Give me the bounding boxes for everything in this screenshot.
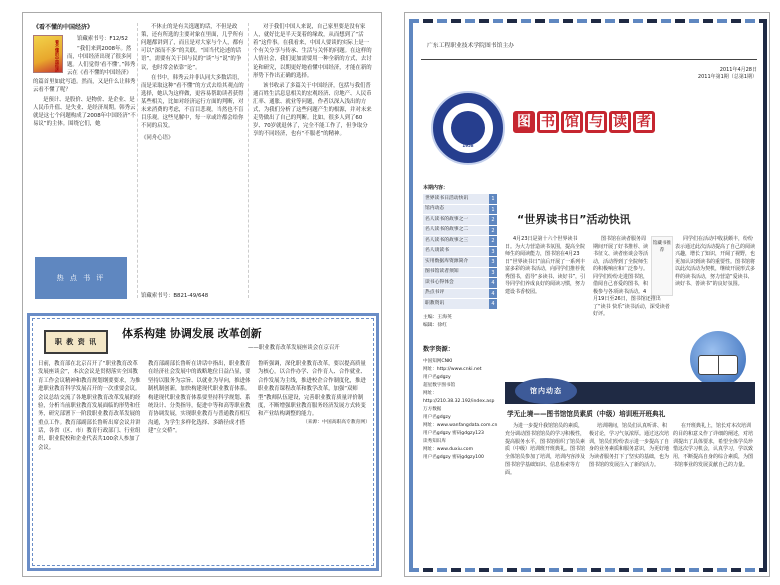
toc-item-label: 热点书评 xyxy=(425,290,445,296)
lead-paragraph: 同学们在活动中收获颇丰，纷纷表示通过此次活动提高了自己的阅读兴趣，增长了知识，开阔了视野，也更加认识到读书的重要性。图书馆将以此次活动为契机，继续开展形式多样的读书活动，努力营造“爱读书、读好书、善读书”的良好氛围。 xyxy=(675,236,756,287)
news-banner xyxy=(505,382,755,404)
review-column-3 xyxy=(253,23,373,141)
resource-item: 用户名gdgzy 密码gdgzy123 xyxy=(423,431,484,437)
toc-item-page: 2 xyxy=(489,236,497,246)
resource-item[interactable]: 网址：www.duxiu.com xyxy=(423,447,474,453)
nameplate-char: 馆 xyxy=(561,111,583,133)
column-divider xyxy=(137,23,138,298)
review-paragraph: 该书收录了多篇关于中国经济，包括与我们普通百姓生活息息相关的宏观经济、房地产、人民币汇率、通胀、就业等问题，作者以深入浅出的方式，为我们分析了这些问题产生的根源，并对未来走势做出了自己的判断。比如，很多人到了60岁、70岁就退休了，完全不能工作了，但争取分享的不同经济，也有“不服老”的精神。 xyxy=(253,82,372,138)
nameplate-char: 与 xyxy=(585,111,607,133)
right-page xyxy=(404,12,770,577)
toc-item-page: 1 xyxy=(489,194,497,204)
lead-column-3 xyxy=(675,236,755,289)
article-paragraph: 日前，教育部在北京召开了“职业教育改革发展座谈会”，本次会议是贯彻落实全国教育工作会议精神和教育规划纲要要求，为推进职业教育科学发展召开的一次重要会议。会议总结交流了各地职业教育改革发展的经验，分析当前职业教育发展面临的形势和任务，研究部署下一阶段职业教育改革发展的重点工作。教育部副部长鲁昕出席会议并讲话，各省（区、市）教育行政部门、行业组织、职业院校和企业代表共100余人参加了会议。 xyxy=(38,361,141,451)
toc-item-page: 2 xyxy=(489,226,497,236)
hot-review-box: 热 点 书 评 xyxy=(35,257,127,299)
header-rule xyxy=(421,59,757,60)
review-paragraph: 馆藏索书号：F12/52 xyxy=(77,36,128,42)
article-column-3 xyxy=(258,360,370,426)
article-column-2 xyxy=(148,360,252,435)
toc-item-label: 图书馆读者须知 xyxy=(425,269,459,275)
lead-paragraph: 图书馆在读者服务周期间开展了好书推荐、读书征文、读者座谈会等活动，活动得到了全院师生的积极响应和广泛参与。同学们纷纷走进图书馆，借阅自己喜爱的图书，积极参与各项读书活动。4月19日至26日，图书馆还推出了“读书 快乐”读书活动，深受读者好评。 xyxy=(593,236,670,317)
review-paragraph: 不休止的是有关选题的话，不但是政策，还有所选的主要对象在里面，几乎所有问题都讲到了，而且是对大家与个人，都有可以“深而不多”的关联。“国当代论述的话语”，需要有关于国与民的“谈”与“说”的争议，也时常会依靠“论”。 xyxy=(141,24,244,71)
vocational-news-section xyxy=(27,313,379,571)
call-number: 馆藏索书号：B821-49/648 xyxy=(141,293,209,299)
news-column-3 xyxy=(673,423,755,470)
toc-item-label: 读书心得体会 xyxy=(425,279,454,285)
news-title: 学无止境——图书馆馆员素质（中级）培训班开班典礼 xyxy=(507,410,666,418)
college-emblem-icon xyxy=(431,91,505,165)
toc-item[interactable] xyxy=(423,215,497,226)
toc-item[interactable] xyxy=(423,236,497,247)
toc-item-page: 3 xyxy=(489,247,497,257)
toc-header: 本期内容： xyxy=(423,185,449,191)
article-paragraph: 鲁昕强调，深化职业教育改革，要以提高质量为核心，以合作办学、合作育人、合作就业、合作发展为主线，推进校企合作制度化，推进职业教育课程改革和教学改革，加强“双师型”教师队伍建设，完善职业教育质量评价制度，不断增强职业教育服务经济发展方式转变和产业结构调整的能力。 xyxy=(258,361,366,418)
resource-item: 用户名gdgzy xyxy=(423,374,451,380)
nameplate-char: 图 xyxy=(513,111,535,133)
toc-item-page: 2 xyxy=(489,215,497,225)
review-paragraph: “我们来到2008年。然而，中国经济出现了很多问题。人们觉得‘看不懂’。”韩秀云在《看不懂的中国经济》的篇首里如此写道。然而，又是什么让韩秀云看不懂了呢？ xyxy=(33,46,136,93)
toc-item-page: 1 xyxy=(489,205,497,215)
article-column-1 xyxy=(38,360,142,452)
left-page xyxy=(22,12,382,577)
news-paragraph: 在开班典礼上，馆长对本次培训的目的和意义作了详细的阐述，对培训提出了具体要求，希望全体学员珍惜这次学习机会，认真学习，学以致用，不断提高自身的综合素质，为图书馆事业的发展贡献自己的力量。 xyxy=(673,423,754,468)
resource-item: 用户名gdgzy xyxy=(423,415,451,421)
nameplate-char: 书 xyxy=(537,111,559,133)
nameplate-char: 读 xyxy=(609,111,631,133)
toc-item[interactable] xyxy=(423,268,497,279)
resource-item[interactable]: 网址：www.wanfangdata.com.cn xyxy=(423,423,498,429)
lead-column-1 xyxy=(505,236,587,296)
recommend-stamp: 馆藏书推荐 xyxy=(651,236,673,296)
resource-item[interactable]: 中国知网CNKI xyxy=(423,358,453,364)
column-divider xyxy=(248,23,249,298)
toc-item-page: 4 xyxy=(489,289,497,299)
toc-item[interactable] xyxy=(423,194,497,205)
toc-item[interactable] xyxy=(423,247,497,258)
editor-byline xyxy=(423,314,497,331)
news-paragraph: 培训期间，馆员们认真听讲、积极讨论，学习气氛浓厚。通过这次培训，馆员们纷纷表示进一步提高了自身的业务素质和服务意识，为更好地为读者服务打下了坚实的基础，也为图书馆的发展注入了新的活力。 xyxy=(589,423,670,468)
resources-title: 数字资源： xyxy=(423,346,454,353)
emblem-core xyxy=(451,111,485,145)
lead-headline: “世界读书日”活动快讯 xyxy=(517,213,631,226)
nameplate-char: 者 xyxy=(633,111,655,133)
toc-item-page: 4 xyxy=(489,299,497,309)
toc-item-label: 实用数据库资源简介 xyxy=(425,258,469,264)
resource-item[interactable]: 万方数据 xyxy=(423,407,442,413)
newspaper-nameplate xyxy=(513,111,655,133)
news-tag: 馆内动态 xyxy=(515,378,577,404)
issue-number: 2011年第1期（总第1期） xyxy=(697,74,757,81)
toc-item[interactable] xyxy=(423,278,497,289)
emblem-year: 1958 xyxy=(462,143,474,149)
review-column-2 xyxy=(141,23,245,143)
toc-item-label: 世界读书日活动快讯 xyxy=(425,195,469,201)
resource-item[interactable]: 网址：http://210.38.32.192/index.asp xyxy=(423,390,495,404)
book-review-section xyxy=(23,13,382,311)
toc-item[interactable] xyxy=(423,257,497,268)
lead-paragraph: 4月23日是第十六个世界读书日。为大力营造读书氛围，提高全院师生的阅读能力，图书馆在4月23日“世界读书日”前后开展了一系列丰富多彩的读书活动，向同学们推荐优秀图书，倡导“多读书、读好书”，引导同学们养成良好的阅读习惯，努力建设书香校园。 xyxy=(505,236,586,295)
article-title: 体系构建 协调发展 改革创新 xyxy=(122,327,262,340)
toc-item[interactable] xyxy=(423,299,497,310)
editor: 编辑：徐红 xyxy=(423,323,447,329)
news-column-2 xyxy=(589,423,669,470)
review-column-1 xyxy=(33,23,137,130)
toc-item-label: 名人读书的故事之二 xyxy=(425,227,469,233)
toc-item-page: 3 xyxy=(489,268,497,278)
lead-column-2 xyxy=(593,236,673,319)
digital-resources xyxy=(423,345,499,462)
toc-item-page: 3 xyxy=(489,257,497,267)
review-paragraph: 是预计、是股价、是物价、是企业、是人民币升值、是失业、是经济周期。韩秀云就是这七个问题构成了2008年中国经济“不易议”的主体。围绕它们，她 xyxy=(33,96,136,128)
toc-item-label: 馆内动态 xyxy=(425,206,445,212)
toc-item-label: 职教资讯 xyxy=(425,300,445,306)
article-paragraph: 教育部副部长鲁昕在讲话中指出，职业教育在经济社会发展中的战略地位日益凸显，要坚持以服务为宗旨、以就业为导向，推进体制机制创新，加快构建现代职业教育体系。构建现代职业教育体系要坚持科学规划、系统设计、分类指导，促进中等和高等职业教育协调发展，实现职业教育与普通教育相互沟通，为学生多样化选择、多路径成才搭建“立交桥”。 xyxy=(148,361,251,434)
publisher-line: 广东工程职业技术学院图书馆主办 xyxy=(427,43,514,49)
resource-item[interactable]: 网址：http://www.cnki.net xyxy=(423,366,482,372)
article-source: （来源：中国高职高专教育网） xyxy=(302,419,370,425)
resource-item[interactable]: 读秀知识库 xyxy=(423,439,446,445)
open-book-icon xyxy=(698,355,738,375)
issue-info xyxy=(698,67,757,82)
article-subtitle: ——职业教育改革发展座谈会在京召开 xyxy=(248,345,340,351)
news-paragraph: 为进一步提升我馆馆员的素质，充分调动图书馆馆员的学习积极性，提高服务水平，图书馆组织了馆员素质（中级）培训班开班典礼。图书馆全体馆员参加了培训，培训内容涉及图书馆学基础知识、信息检索等方面。 xyxy=(505,423,586,476)
chief-editor: 主编：王海英 xyxy=(423,314,452,320)
review-paragraph: 对于我们中国人来说，自己家里要是没有家人，就好比是半天变着的缘故，从而想到了“活着”这件事。在我看来，中国人要谈的实际上是一个有关分享与传承、生活与关怀的问题。在这样的人情社会，我们更加需要用一种全新的方式，去讨论和研究，以期更好地看懂中国经济，才能在新的形势下作出正确的选择。 xyxy=(253,24,372,79)
news-column-1 xyxy=(505,423,585,477)
toc-item[interactable] xyxy=(423,205,497,216)
globe-reading-icon xyxy=(690,331,746,387)
toc-item-page: 4 xyxy=(489,278,497,288)
book-cover-image xyxy=(33,35,63,73)
resource-item[interactable]: 超星数字图书馆 xyxy=(423,382,456,388)
issue-date: 2011年4月28日 xyxy=(719,67,757,73)
toc-item[interactable] xyxy=(423,289,497,300)
table-of-contents xyxy=(423,185,497,331)
review-book-title: 《看不懂的中国经济》 xyxy=(33,24,94,31)
book-cover-title: 看不懂的中国经济 xyxy=(55,40,60,72)
toc-item-label: 名人读书的故事之三 xyxy=(425,237,469,243)
review-source: 《同舟心语》 xyxy=(141,135,174,142)
review-paragraph: 在书中，韩秀云并非认同大多数话语，而是采取这种“看不懂”的方式去给其观点的选择，她认为这样做，更容易帮助读者获得某些相关，比如对经济运行方面的判断，对未来消费的考虑，不盲目悲观，当然也不盲目乐观。这些见解中，每一章或许都会给你不同的启发。 xyxy=(141,74,244,130)
toc-item[interactable] xyxy=(423,226,497,237)
section-tag: 职 教 资 讯 xyxy=(44,330,108,354)
toc-item-label: 名人谈读书 xyxy=(425,248,449,254)
toc-item-label: 名人读书的故事之一 xyxy=(425,216,469,222)
resource-item: 用户名gdgzy 密码gdgzy100 xyxy=(423,455,484,461)
